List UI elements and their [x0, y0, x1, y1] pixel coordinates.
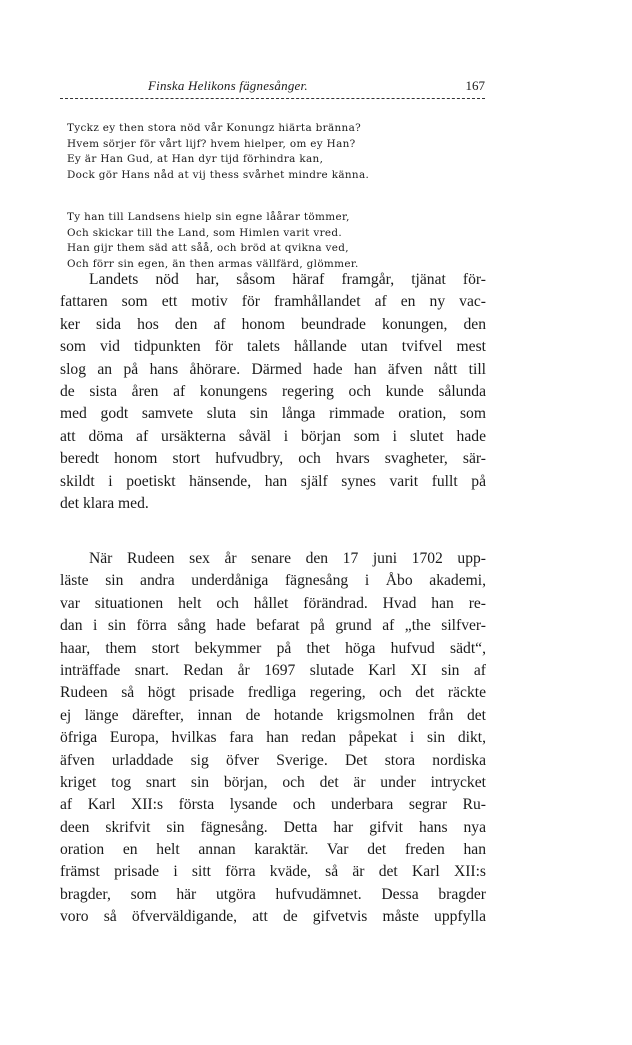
text-line: skildt i poetiskt hänsende, han själf synes varit fullt på	[60, 472, 486, 490]
verse-line: Tyckz ey then stora nöd vår Konungz hiärta bränna?	[67, 122, 362, 134]
verse-line: Och förr sin egen, än then armas vällfärd, glömmer.	[67, 257, 359, 270]
page-number: 167	[465, 78, 485, 93]
text-line: som vid tidpunkten för talets hållande utan tvifvel mest	[60, 338, 486, 356]
poem-stanza-2	[67, 210, 487, 272]
text-line: slog an på hans åhörare. Därmed hade han äfven nått till	[60, 360, 486, 378]
verse-line: Han gijr them säd att såå, och bröd at qvikna ved,	[67, 242, 349, 255]
text-line: öfriga Europa, hvilkas fara han redan påpekat i sin dikt,	[60, 729, 486, 747]
text-line: äfven urladdade sig öfver Sverige. Det stora nordiska	[60, 751, 486, 769]
poem-stanza-1	[67, 121, 487, 183]
text-line: fattaren som ett motiv för framhållandet af en ny vac-	[60, 293, 486, 311]
text-line: de sista åren af konungens regering och kunde sålunda	[60, 382, 486, 400]
running-title: Finska Helikons fägnesånger.	[148, 78, 308, 93]
verse-line: Hvem sörjer för vårt lijf? hvem hielper, om ey Han?	[67, 137, 356, 150]
text-line: oration en helt annan karaktär. Var det freden han	[60, 841, 486, 859]
text-line: med godt samvete sluta sin långa rimmade oration, som	[60, 405, 486, 423]
verse-line: Och skickar till the Land, som Himlen varit vred.	[67, 226, 343, 239]
text-line: ej länge därefter, innan de hotande krigsmolnen från det	[60, 706, 486, 724]
text-line: det klara med.	[60, 494, 149, 512]
text-line: kriget tog snart sin början, och det är under intrycket	[60, 773, 486, 791]
text-line: beredt honom stort hufvudbry, och hvars svagheter, sär-	[60, 450, 486, 468]
text-line: deen skrifvit sin fägnesång. Detta har gifvit hans nya	[60, 818, 486, 836]
text-line: inträffade snart. Redan år 1697 slutade Karl XI sin af	[60, 661, 486, 679]
text-line: voro så öfverväldigande, att de gifvetvis måste uppfylla	[60, 908, 486, 926]
paragraph-2	[60, 548, 486, 929]
paragraph-1	[60, 269, 486, 515]
text-line: haar, them stort bekymmer på thet höga hufvud sädt“,	[60, 639, 486, 657]
text-line: Rudeen så högt prisade fredliga regering, och det räckte	[60, 684, 486, 702]
verse-line: Ty han till Landsens hielp sin egne låårar tömmer,	[67, 211, 350, 223]
text-line: När Rudeen sex år senare den 17 juni 1702 upp-	[89, 550, 486, 567]
text-line: var situationen helt och hållet förändrad. Hvad han re-	[60, 594, 486, 612]
verse-line: Dock gör Hans nåd at vij thess svårhet mindre känna.	[67, 168, 370, 181]
verse-line: Ey är Han Gud, at Han dyr tijd förhindra kan,	[67, 153, 324, 166]
text-line: bragder, som här utgöra hufvudämnet. Dessa bragder	[60, 885, 486, 903]
header-rule	[60, 98, 485, 99]
text-line: dan i sin förra sång hade befarat på grund af „the silfver-	[60, 617, 486, 635]
text-line: Landets nöd har, såsom häraf framgår, tjänat för-	[89, 271, 486, 288]
text-line: att döma af ursäkterna såväl i början som i slutet hade	[60, 427, 486, 445]
text-line: främst prisade i sitt förra kväde, så är det Karl XII:s	[60, 863, 486, 881]
text-line: af Karl XII:s första lysande och underbara segrar Ru-	[60, 796, 486, 814]
text-line: läste sin andra underdåniga fägnesång i Åbo akademi,	[60, 572, 486, 590]
text-line: ker sida hos den af honom beundrade konungen, den	[60, 315, 486, 333]
running-head	[60, 78, 485, 100]
